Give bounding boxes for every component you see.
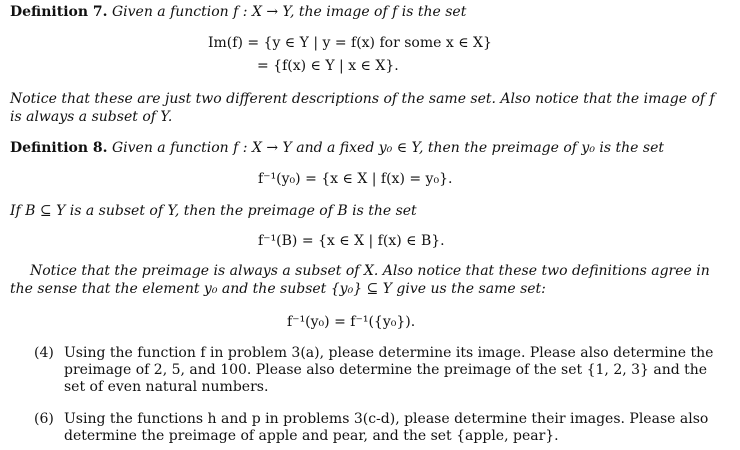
definition-7-text: Given a function f : X → Y, the image of f is the set <box>111 4 467 20</box>
problem-4 <box>34 345 730 396</box>
image-equation-2: = {f(x) ∈ Y | x ∈ X}. <box>257 58 399 74</box>
preimage-agreement-equation: f⁻¹(y₀) = f⁻¹({y₀}). <box>287 314 416 330</box>
preimage-set-equation: f⁻¹(B) = {x ∈ X | f(x) ∈ B}. <box>258 233 445 249</box>
notice-2-line-2: the sense that the element y₀ and the subset {y₀} ⊆ Y give us the same set: <box>10 281 546 297</box>
notice-1-line-1: Notice that these are just two different descriptions of the same set. Also notice that the image of f <box>10 91 715 107</box>
definition-7-label: Definition 7. <box>10 4 108 20</box>
problem-6-number: (6) <box>34 411 54 427</box>
definition-7 <box>10 3 730 21</box>
problem-4-text: Using the function f in problem 3(a), please determine its image. Please also determine the preimage of 2, 5, and 100. Please also determine the preimage of the set {1, 2, 3} and the set of even natural numbers. <box>64 345 714 395</box>
definition-8-subset-text: If B ⊆ Y is a subset of Y, then the preimage of B is the set <box>10 203 417 219</box>
problem-4-number: (4) <box>34 345 54 361</box>
definition-8-label: Definition 8. <box>10 140 108 156</box>
definition-8-text: Given a function f : X → Y and a fixed y₀ ∈ Y, then the preimage of y₀ is the set <box>111 140 664 156</box>
notice-1-line-2: is always a subset of Y. <box>10 109 173 125</box>
problem-6-text: Using the functions h and p in problems 3(c-d), please determine their images. Please also determine the preimage of apple and pear, and the set {apple, pear}. <box>64 411 709 444</box>
image-equation-1: Im(f) = {y ∈ Y | y = f(x) for some x ∈ X} <box>208 35 492 51</box>
problem-6 <box>34 411 730 445</box>
preimage-point-equation: f⁻¹(y₀) = {x ∈ X | f(x) = y₀}. <box>258 171 453 187</box>
notice-2-line-1: Notice that the preimage is always a subset of X. Also notice that these two definitions agree in <box>30 263 710 279</box>
definition-8 <box>10 139 730 157</box>
